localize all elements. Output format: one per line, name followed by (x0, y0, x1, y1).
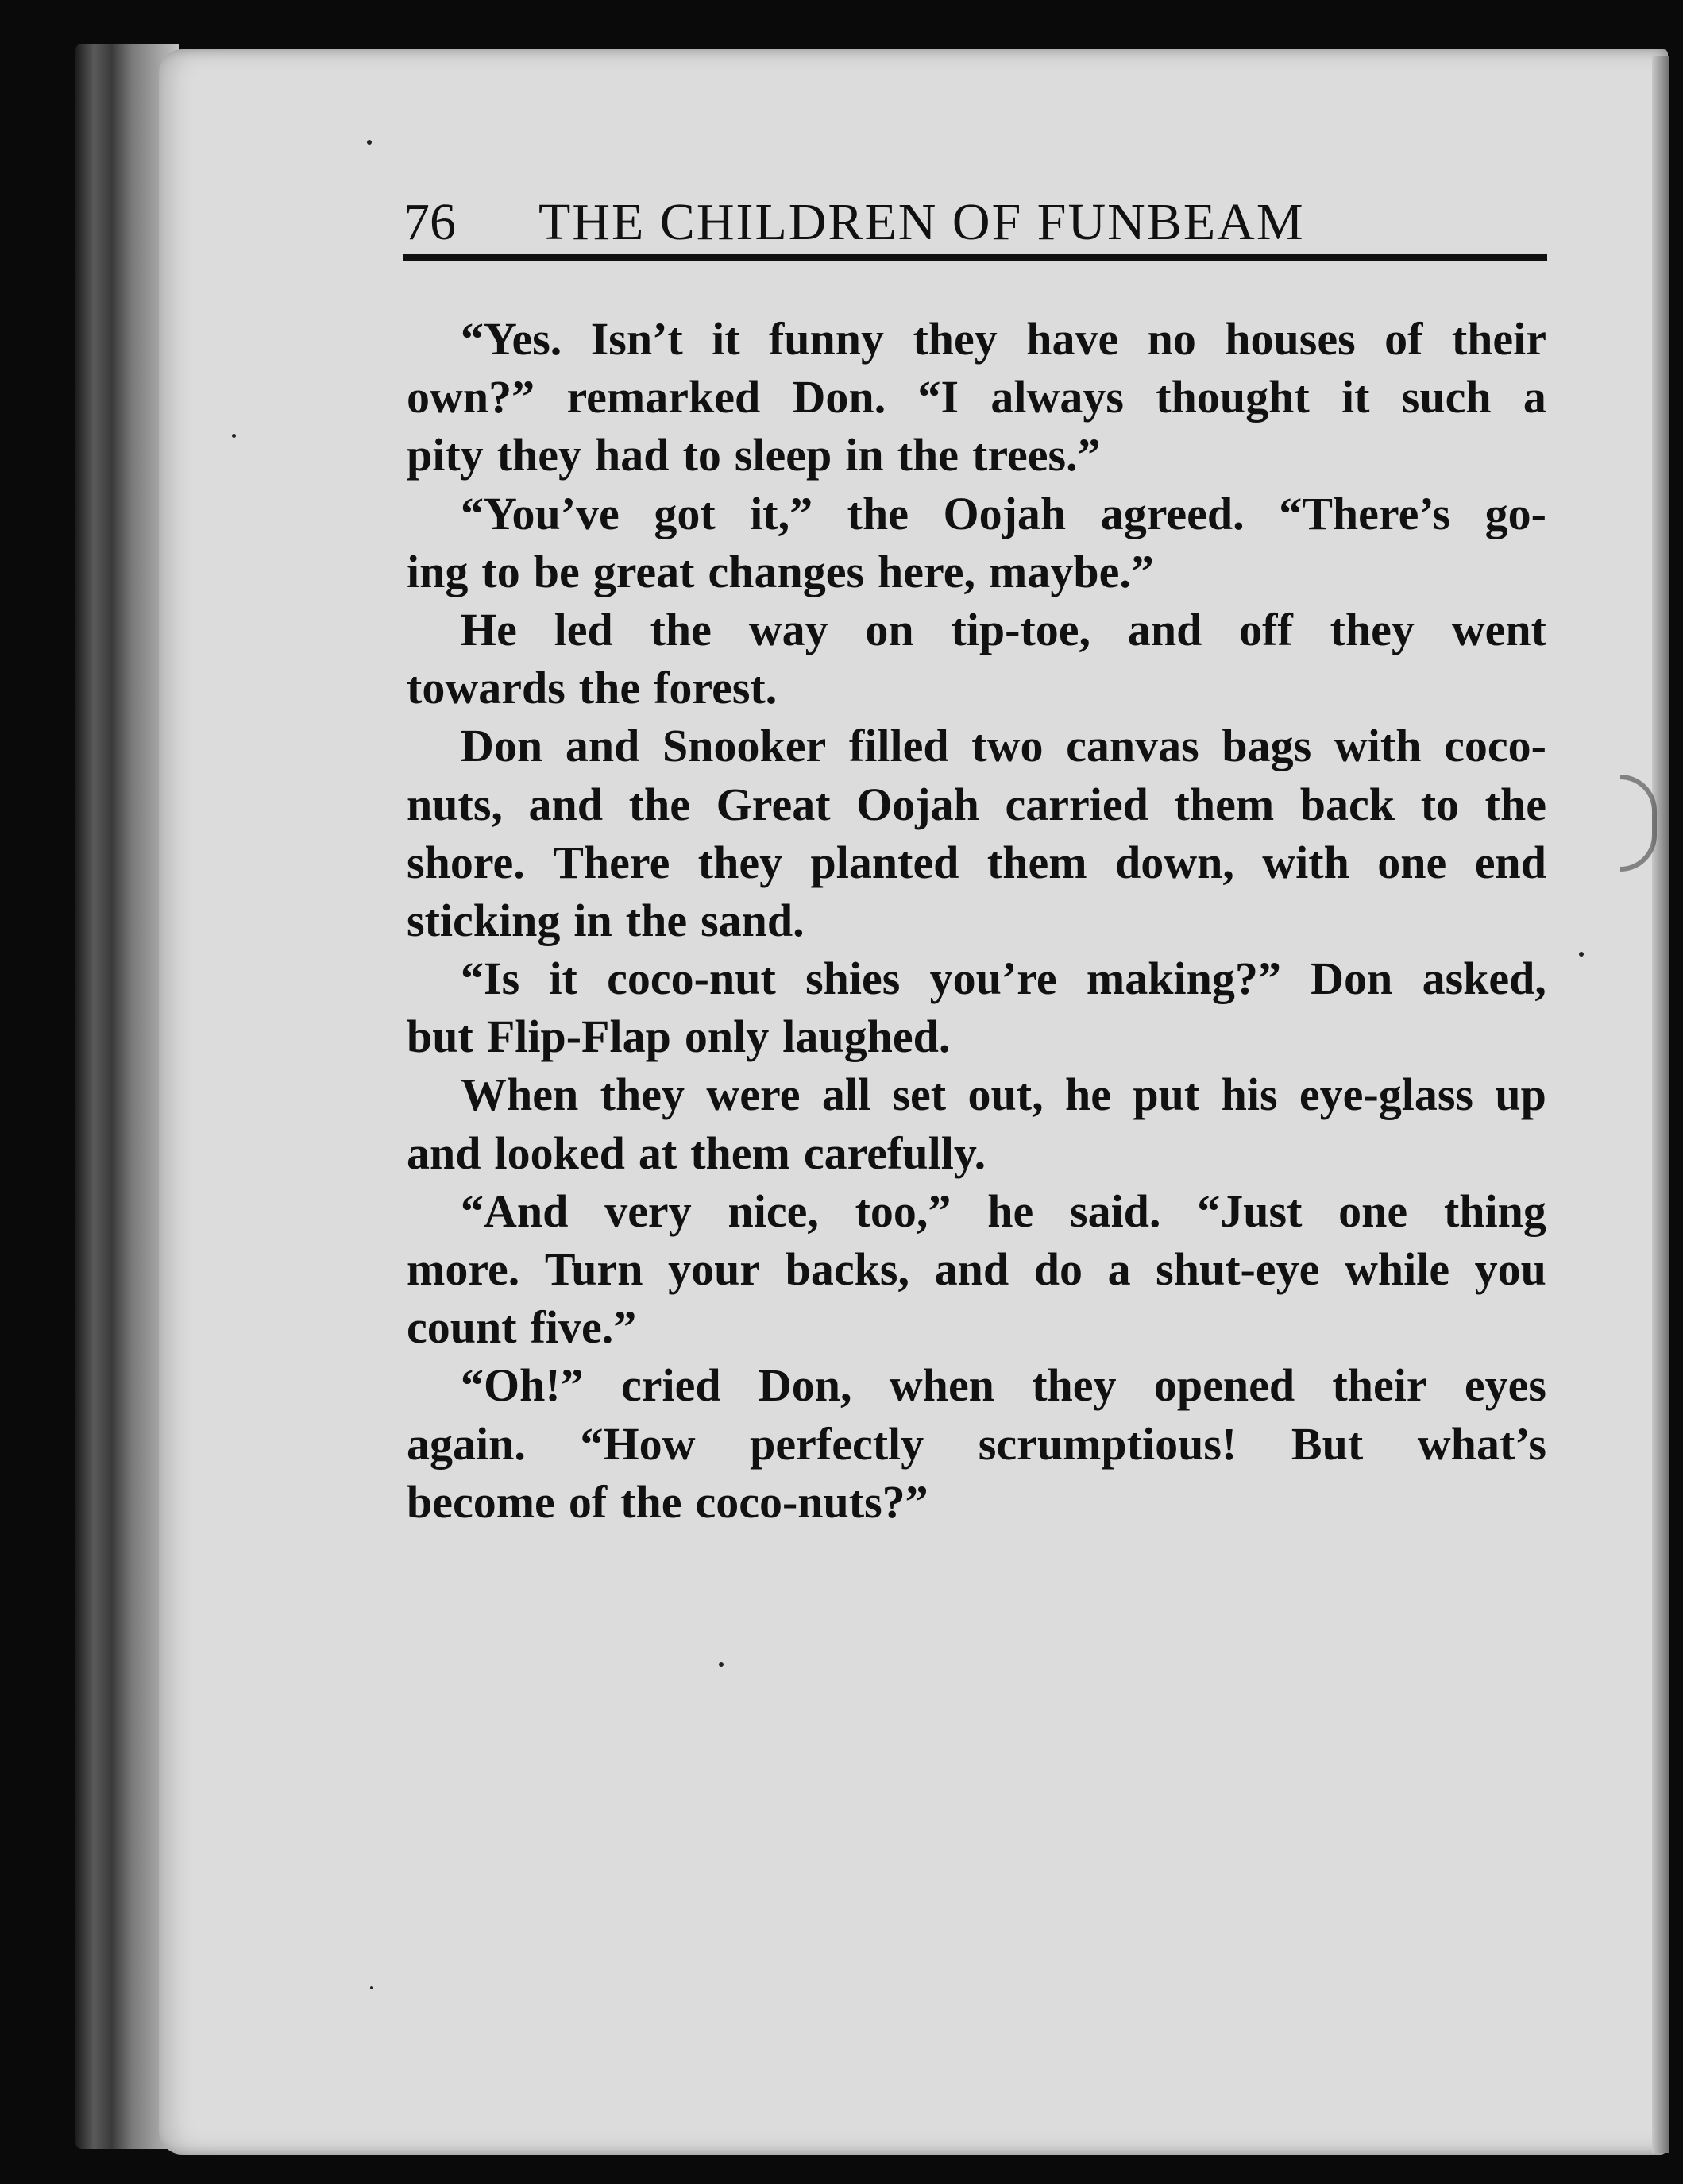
word: the (628, 778, 691, 830)
header-rule (403, 254, 1547, 261)
text-line (407, 1007, 1546, 1065)
dust-speck (719, 1662, 724, 1667)
word: the (620, 1475, 682, 1528)
word: again. (407, 1417, 526, 1470)
word: and (934, 1243, 1009, 1295)
word: opened (1153, 1359, 1295, 1412)
word: the (1484, 778, 1546, 830)
word: the (578, 662, 641, 714)
word: you (1474, 1243, 1546, 1295)
word: eyes (1464, 1359, 1546, 1412)
word: them (986, 836, 1087, 888)
page-number: 76 (403, 193, 456, 251)
word: shies (805, 953, 901, 1005)
word: “And (461, 1185, 569, 1237)
text-line (407, 1240, 1546, 1298)
word: it,” (750, 487, 813, 539)
word: sticking (407, 894, 561, 946)
word: Snooker (662, 720, 827, 772)
word: it (712, 313, 740, 365)
word: and (565, 720, 640, 772)
dust-speck (367, 140, 372, 145)
word: carried (1005, 778, 1148, 830)
word: what’s (1417, 1417, 1546, 1470)
word: Great (716, 778, 831, 830)
word: and (528, 778, 604, 830)
word: end (1474, 836, 1546, 888)
word: maybe.” (989, 545, 1154, 597)
word: funny (768, 313, 885, 365)
word: Turn (544, 1243, 643, 1295)
word: canvas (1066, 720, 1199, 772)
word: them (1174, 778, 1275, 830)
word: were (706, 1069, 801, 1121)
word: got (654, 487, 716, 539)
word: perfectly (750, 1417, 924, 1470)
word: thing (1443, 1185, 1546, 1237)
word: cried (620, 1359, 721, 1412)
word: sleep (734, 429, 832, 481)
word: it (1341, 371, 1370, 423)
text-line (407, 1473, 1546, 1531)
word: of (1384, 313, 1423, 365)
word: trees.” (972, 429, 1101, 481)
word: towards (407, 662, 566, 714)
word: two (971, 720, 1044, 772)
word: you’re (929, 953, 1057, 1005)
word: coco-nut (607, 953, 776, 1005)
word: with (1334, 720, 1422, 772)
word: “There’s (1279, 487, 1451, 539)
body-text (407, 310, 1546, 1531)
word: pity (407, 429, 484, 481)
dust-speck (232, 434, 236, 438)
word: no (1147, 313, 1196, 365)
text-line (407, 833, 1546, 891)
word: one (1377, 836, 1447, 888)
word: remarked (566, 371, 761, 423)
word: asked, (1422, 953, 1546, 1005)
word: Oojah (943, 487, 1067, 539)
word: nice, (728, 1185, 819, 1237)
text-line (407, 543, 1546, 601)
word: Oojah (856, 778, 979, 830)
word: “Oh!” (461, 1359, 584, 1412)
text-line (407, 1298, 1546, 1356)
word: the (650, 603, 712, 655)
word: thought (1156, 371, 1310, 423)
word: their (1451, 313, 1546, 365)
word: backs, (785, 1243, 909, 1295)
word: agreed. (1100, 487, 1245, 539)
word: eye-glass (1299, 1069, 1473, 1121)
word: had (595, 429, 670, 481)
word: his (1221, 1069, 1278, 1121)
word: great (593, 545, 695, 597)
word: up (1495, 1069, 1546, 1121)
word: “You’ve (461, 487, 620, 539)
word: it (549, 953, 577, 1005)
text-line (407, 775, 1546, 833)
word: shut-eye (1156, 1243, 1320, 1295)
word: said. (1070, 1185, 1161, 1237)
word: way (748, 603, 828, 655)
word: very (604, 1185, 692, 1237)
word: go- (1484, 487, 1546, 539)
word: “I (917, 371, 959, 423)
word: changes (708, 545, 865, 597)
dust-speck (370, 1986, 373, 1989)
word: on (865, 603, 914, 655)
word: do (1033, 1243, 1083, 1295)
word: too,” (855, 1185, 952, 1237)
word: them (690, 1127, 790, 1179)
word: with (1262, 836, 1349, 888)
word: at (638, 1127, 677, 1179)
word: houses (1225, 313, 1356, 365)
word: “Is (461, 953, 520, 1005)
word: they (1330, 603, 1415, 655)
word: ing (407, 545, 469, 597)
text-line (407, 368, 1546, 426)
word: five.” (530, 1301, 637, 1354)
word: bags (1222, 720, 1312, 772)
text-line (407, 485, 1546, 543)
word: making?” (1086, 953, 1281, 1005)
word: of (568, 1475, 608, 1528)
word: put (1133, 1069, 1200, 1121)
word: There (553, 836, 670, 888)
word: become (407, 1475, 555, 1528)
text-line (407, 1415, 1546, 1473)
word: count (407, 1301, 517, 1354)
word: looked (494, 1127, 625, 1179)
text-line (407, 659, 1546, 717)
word: laughed. (782, 1011, 951, 1063)
word: “How (580, 1417, 696, 1470)
word: out, (967, 1069, 1044, 1121)
word: all (821, 1069, 871, 1121)
word: in (845, 429, 884, 481)
word: filled (848, 720, 949, 772)
word: be (533, 545, 580, 597)
word: set (892, 1069, 947, 1121)
word: a (1107, 1243, 1131, 1295)
word: to (682, 429, 721, 481)
text-line (407, 949, 1546, 1007)
word: carefully. (803, 1127, 986, 1179)
word: scrumptious! (978, 1417, 1237, 1470)
word: the (625, 894, 688, 946)
word: Don (1311, 953, 1393, 1005)
word: forest. (654, 662, 778, 714)
text-line (407, 1065, 1546, 1123)
word: they (697, 836, 783, 888)
word: went (1451, 603, 1546, 655)
word: sand. (701, 894, 805, 946)
word: they (1032, 1359, 1117, 1412)
word: Don. (792, 371, 886, 423)
word: He (461, 603, 517, 655)
text-line (407, 717, 1546, 775)
word: When (461, 1069, 579, 1121)
word: always (990, 371, 1124, 423)
word: Don (461, 720, 543, 772)
word: shore. (407, 836, 525, 888)
word: they (913, 313, 998, 365)
word: own?” (407, 371, 535, 423)
word: down, (1114, 836, 1234, 888)
word: only (684, 1011, 770, 1063)
word: led (554, 603, 613, 655)
word: planted (810, 836, 959, 888)
word: have (1026, 313, 1119, 365)
word: in (573, 894, 612, 946)
word: Flip-Flap (486, 1011, 671, 1063)
word: one (1338, 1185, 1408, 1237)
text-line (407, 426, 1546, 484)
word: they (600, 1069, 685, 1121)
word: to (1420, 778, 1460, 830)
word: a (1523, 371, 1546, 423)
text-line (407, 601, 1546, 659)
text-line (407, 1356, 1546, 1414)
word: they (496, 429, 582, 481)
word: and (1127, 603, 1202, 655)
word: your (668, 1243, 761, 1295)
word: the (847, 487, 909, 539)
word: back (1299, 778, 1395, 830)
word: off (1239, 603, 1293, 655)
page-edge (1652, 56, 1669, 2153)
word: nuts, (407, 778, 503, 830)
text-line (407, 310, 1546, 368)
dust-speck (1579, 952, 1584, 957)
word: tip-toe, (951, 603, 1091, 655)
word: to (481, 545, 520, 597)
word: such (1401, 371, 1492, 423)
word: and (407, 1127, 481, 1179)
word: more. (407, 1243, 520, 1295)
word: “Just (1197, 1185, 1303, 1237)
word: Don, (758, 1359, 852, 1412)
word: coco- (1444, 720, 1546, 772)
text-line (407, 1124, 1546, 1182)
word: “Yes. (461, 313, 562, 365)
word: Isn’t (590, 313, 683, 365)
text-line (407, 891, 1546, 949)
word: but (407, 1011, 473, 1063)
word: while (1344, 1243, 1450, 1295)
word: coco-nuts?” (695, 1475, 928, 1528)
word: he (1064, 1069, 1111, 1121)
word: But (1291, 1417, 1364, 1470)
word: when (889, 1359, 994, 1412)
running-title: THE CHILDREN OF FUNBEAM (538, 193, 1305, 251)
word: he (987, 1185, 1034, 1237)
word: the (897, 429, 959, 481)
word: their (1332, 1359, 1427, 1412)
word: here, (878, 545, 975, 597)
text-line (407, 1182, 1546, 1240)
